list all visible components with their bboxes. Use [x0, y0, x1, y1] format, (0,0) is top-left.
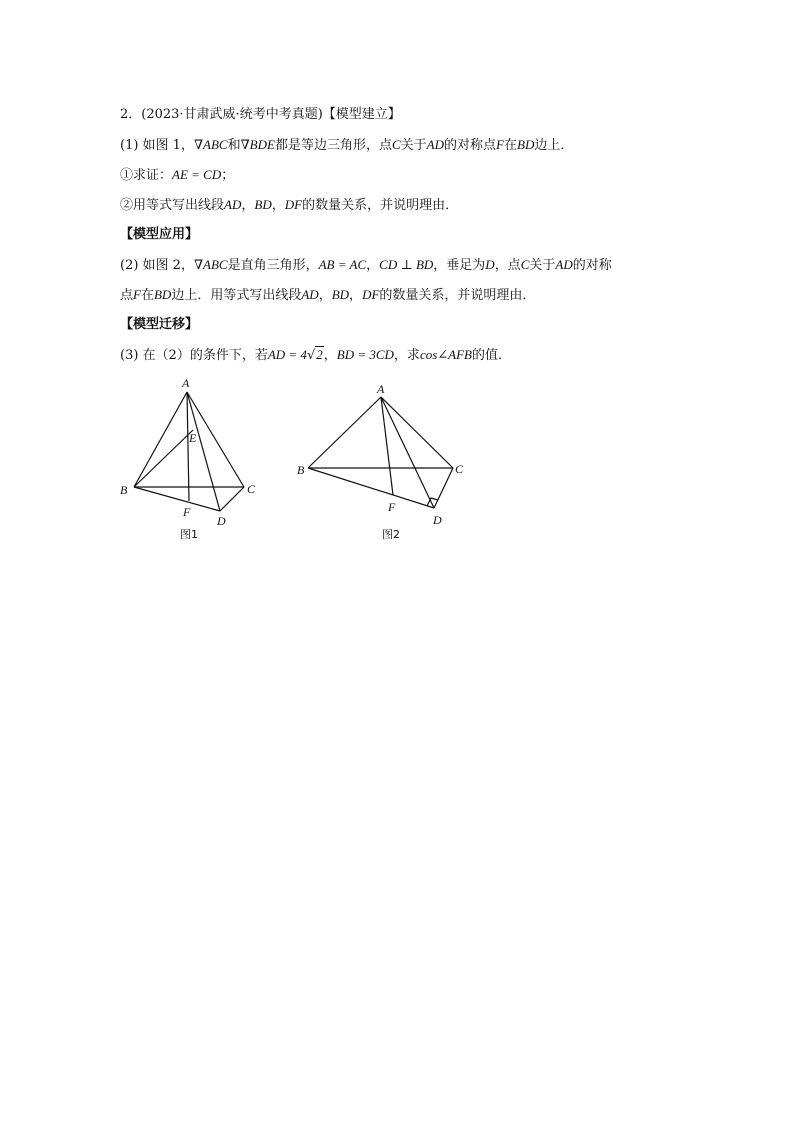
text: ， — [241, 198, 255, 213]
section-model-application — [120, 220, 680, 250]
math: BD = 3CD — [336, 347, 394, 362]
label-A: A — [182, 376, 190, 390]
sqrt-sign: √ — [306, 348, 316, 363]
math: AD — [301, 287, 319, 302]
label-D: D — [433, 513, 442, 527]
segment-CD — [434, 468, 453, 508]
segment-BE — [134, 430, 193, 487]
text: 在 — [140, 288, 154, 303]
sqrt-radicand: 2 — [316, 347, 323, 362]
problem-text — [120, 100, 680, 370]
text: ， — [271, 198, 285, 213]
label-E: E — [189, 431, 197, 445]
text: 关于 — [529, 258, 556, 273]
math: ∇ABC — [193, 137, 228, 152]
math: F — [496, 137, 504, 152]
math: AD — [224, 197, 242, 212]
text: 在 — [503, 138, 517, 153]
math: F — [133, 287, 141, 302]
text: 的数量关系，并说明理由． — [379, 288, 536, 303]
math: ∇BDE — [240, 137, 275, 152]
label-A: A — [377, 382, 385, 396]
problem-header — [120, 100, 680, 130]
label-B: B — [120, 483, 128, 497]
text: ，点 — [494, 258, 521, 273]
text: ； — [221, 168, 235, 183]
question-2 — [120, 190, 680, 220]
segment-AF — [381, 397, 393, 495]
section-title: 【模型应用】 — [120, 227, 199, 242]
text: (2) 如图 2， — [120, 258, 194, 273]
math: BD — [153, 287, 172, 302]
part2-statement-b — [120, 280, 680, 310]
part3-statement — [120, 340, 680, 370]
header-text: 2．(2023·甘肃武威·统考中考真题)【模型建立】 — [120, 107, 401, 122]
math: BD — [254, 197, 272, 212]
figure-2-caption: 图2 — [382, 528, 400, 541]
text: ，垂足为 — [433, 258, 486, 273]
figure-2 — [290, 375, 480, 550]
text: 的对称点 — [444, 138, 497, 153]
segment-AD — [381, 397, 434, 508]
math: DF — [362, 287, 380, 302]
math: AD = 4 — [267, 347, 307, 362]
text: ①求证： — [120, 168, 173, 183]
segment-CD — [220, 487, 244, 511]
text: 的值． — [471, 348, 511, 363]
math: AD — [555, 257, 573, 272]
math: AE = CD — [172, 167, 222, 182]
label-C: C — [455, 462, 464, 476]
label-F: F — [183, 505, 191, 519]
text: 的数量关系，并说明理由． — [302, 198, 459, 213]
text: ， — [323, 348, 337, 363]
text: 边上． — [534, 138, 574, 153]
text: 关于 — [400, 138, 427, 153]
figure-1-caption: 图1 — [180, 528, 198, 541]
segment-BD — [134, 487, 220, 511]
label-B: B — [297, 463, 305, 477]
text: ， — [318, 288, 332, 303]
label-D: D — [217, 514, 226, 528]
section-model-transfer — [120, 310, 680, 340]
math: C — [391, 137, 401, 152]
part1-statement — [120, 130, 680, 160]
math: cos∠AFB — [419, 347, 472, 362]
text: 和 — [227, 138, 241, 153]
text: 点 — [120, 288, 134, 303]
segment-AC — [381, 397, 453, 468]
text: (1) 如图 1， — [120, 138, 194, 153]
segment-AB — [134, 392, 187, 487]
text: ， — [366, 258, 380, 273]
math: BD — [517, 137, 535, 152]
question-1 — [120, 160, 680, 190]
segment-AD — [187, 392, 220, 511]
math: CD ⊥ BD — [379, 257, 434, 272]
text: 的对称 — [572, 258, 612, 273]
segment-AF — [187, 392, 189, 501]
math: ∇ABC — [193, 257, 228, 272]
text: (3) 在（2）的条件下，若 — [120, 348, 268, 363]
math: AB = AC — [318, 257, 367, 272]
text: ，求 — [393, 348, 420, 363]
math: BD — [331, 287, 350, 302]
text: 都是等边三角形，点 — [274, 138, 392, 153]
text: ， — [349, 288, 363, 303]
text: 边上．用等式写出线段 — [171, 288, 302, 303]
figure-1 — [110, 370, 270, 550]
label-C: C — [247, 482, 256, 496]
text: 是直角三角形， — [227, 258, 319, 273]
segment-AB — [308, 397, 381, 468]
math: C — [520, 257, 530, 272]
part2-statement-a — [120, 250, 680, 280]
math: D — [485, 257, 495, 272]
math: AD — [426, 137, 445, 152]
text: ②用等式写出线段 — [120, 198, 225, 213]
label-F: F — [388, 500, 396, 514]
segment-BD — [308, 468, 434, 508]
math: DF — [284, 197, 303, 212]
section-title: 【模型迁移】 — [120, 317, 199, 332]
